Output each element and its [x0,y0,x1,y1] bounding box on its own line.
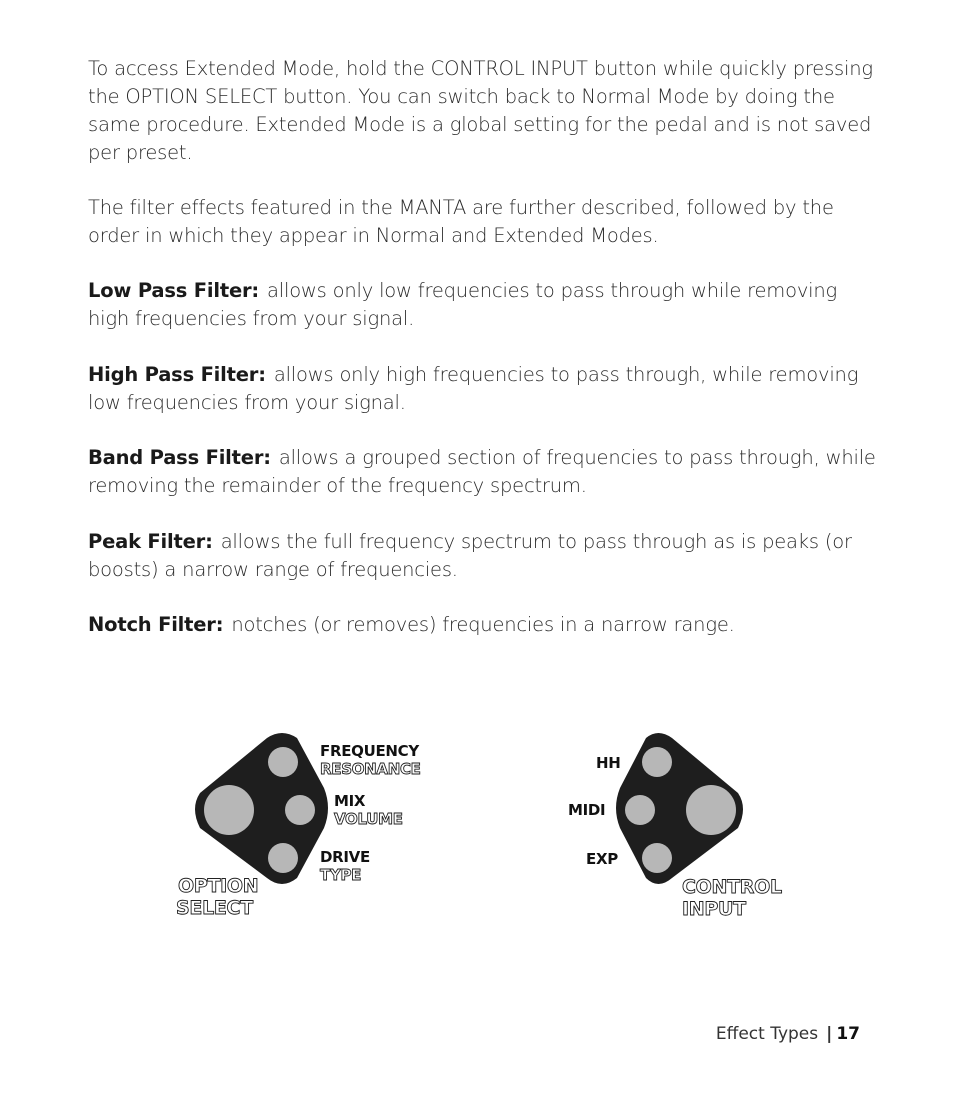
option-select-diagram [172,728,442,928]
definition-peak [88,528,878,584]
page-number: 17 [836,1024,860,1044]
intro-text: To access Extended Mode, hold the CONTROL INPUT button while quickly pressing the OPTION SELECT button. You can switch back to Normal Mode by doing the same procedure. Extended Mode is a global setting for the pedal and is not saved per preset. [88,57,873,164]
led-drive [268,843,298,873]
led-frequency [268,747,298,777]
footer-separator: | [826,1024,833,1044]
definition-term: High Pass Filter: [88,363,266,386]
led-label-type: TYPE [320,866,362,884]
definition-text: allows the full frequency spectrum to pass through as is peaks (or boosts) a narrow range of frequencies. [88,530,852,581]
led-label-mix: MIX [334,792,366,810]
led-label-drive: DRIVE [320,848,370,866]
definition-low-pass [88,277,878,333]
page-footer [716,1024,860,1044]
control-input-panel-graphic [560,728,790,928]
control-input-diagram [560,728,790,928]
led-label-exp: EXP [586,850,618,868]
definition-band-pass [88,444,878,500]
option-label-line2: SELECT [176,897,253,919]
led-mix [285,795,315,825]
definition-text: allows only low frequencies to pass through while removing high frequencies from your signal. [88,279,838,330]
control-input-button[interactable] [686,785,736,835]
led-label-hh: HH [596,754,621,772]
led-label-midi: MIDI [568,801,606,819]
definition-term: Low Pass Filter: [88,279,260,302]
control-label-line1: CONTROL [682,876,782,898]
intro-paragraph [88,55,878,167]
filters-text: The filter effects featured in the MANTA are further described, followed by the order in which they appear in Normal and Extended Modes. [88,196,834,247]
led-label-volume: VOLUME [334,810,403,828]
definition-high-pass [88,361,878,417]
option-select-button[interactable] [204,785,254,835]
filters-paragraph [88,194,878,250]
definition-term: Band Pass Filter: [88,446,271,469]
option-label-line1: OPTION [178,875,259,897]
led-midi [625,795,655,825]
definition-text: allows only high frequencies to pass through, while removing low frequencies from your signal. [88,363,859,414]
footer-section: Effect Types [715,1024,819,1044]
definition-term: Notch Filter: [88,613,224,636]
definition-term: Peak Filter: [88,530,213,553]
led-exp [642,843,672,873]
control-label-line2: INPUT [682,898,746,920]
definition-text: notches (or removes) frequencies in a narrow range. [231,613,735,636]
led-label-frequency: FREQUENCY [320,742,419,760]
led-hh [642,747,672,777]
definition-notch [88,611,878,639]
led-label-resonance: RESONANCE [320,760,421,778]
definition-text: allows a grouped section of frequencies to pass through, while removing the remainder of the frequency spectrum. [88,446,876,497]
